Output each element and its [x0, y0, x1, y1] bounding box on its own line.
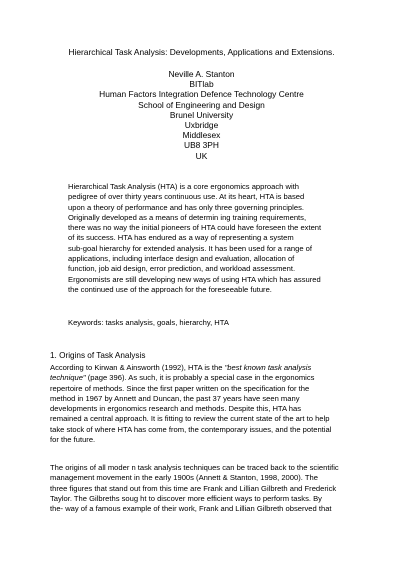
paragraph-line [50, 373, 365, 383]
affiliation-line: UB8 3PH [184, 140, 219, 151]
paragraph-line: repertoire of methods. Since the first paper written on the specification for the [50, 383, 310, 393]
author-affiliation-block [0, 69, 403, 161]
quoted-text: technique" [50, 373, 86, 383]
body-paragraph-1 [50, 363, 365, 445]
keywords [68, 318, 360, 328]
section-heading: 1. Origins of Task Analysis [50, 351, 146, 360]
abstract-line: pedigree of over thirty years continuous use. At its heart, HTA is based [68, 192, 305, 202]
paper-title: Hierarchical Task Analysis: Developments, Applications and Extensions. [68, 47, 335, 57]
affiliation-line: Human Factors Integration Defence Technology Centre [99, 89, 304, 100]
body-paragraph-2 [50, 463, 365, 514]
paragraph-line: method in 1967 by Annett and Duncan, the past 37 years have seen many [50, 393, 300, 403]
paragraph-line: The origins of all moder n task analysis techniques can be traced back to the scientific [50, 463, 339, 472]
abstract-line: the continued use of the approach for the foreseeable future. [68, 284, 272, 294]
paragraph-line: developments in ergonomics research and methods. Despite this, HTA has [50, 404, 302, 414]
affiliation-line: Uxbridge [184, 120, 219, 131]
paragraph-line: Taylor. The Gilbreths soug ht to discover more efficient ways to perform tasks. By [50, 493, 322, 503]
affiliation-line: Middlesex [182, 130, 221, 141]
keywords-line: Keywords: tasks analysis, goals, hierarchy, HTA [68, 318, 229, 327]
abstract [68, 182, 360, 295]
affiliation-line: Brunel University [169, 109, 234, 120]
author-name: Neville A. Stanton [168, 69, 235, 79]
paragraph-line: take stock of where HTA has come from, the contemporary issues, and the potential [50, 424, 332, 434]
paragraph-line [50, 363, 365, 373]
paragraph-line: remained a central approach. It is fitting to review the current state of the art to help [50, 414, 330, 424]
abstract-line: upon a theory of performance and has only three governing principles. [68, 202, 304, 212]
abstract-line: Originally developed as a means of determin ing training requirements, [68, 212, 307, 222]
quoted-text: "best known task analysis [224, 363, 312, 372]
abstract-line: Hierarchical Task Analysis (HTA) is a core ergonomics approach with [68, 182, 299, 191]
affiliation-line: BITlab [189, 79, 214, 90]
abstract-line: function, job aid design, error prediction, and workload assessment. [68, 264, 296, 274]
abstract-line: sub-goal hierarchy for extended analysis. It has been used for a range of [68, 243, 312, 253]
affiliation-line: UK [195, 150, 208, 161]
paragraph-line: three figures that stand out from this time are Frank and Lillian Gilbreth and Frederick [50, 483, 337, 493]
paragraph-text: (page 396). As such, it is probably a special case in the ergonomics [85, 373, 315, 383]
affiliation-line: School of Engineering and Design [138, 99, 265, 110]
paragraph-text: According to Kirwan & Ainsworth (1992), HTA is the [50, 363, 225, 372]
abstract-line: Ergonomists are still developing new ways of using HTA which has assured [68, 274, 321, 284]
paragraph-line: the- way of a famous example of their work, Frank and Lillian Gilbreth observed that [50, 504, 332, 514]
paragraph-line: management movement in the early 1900s (Annett & Stanton, 1998, 2000). The [50, 473, 318, 483]
abstract-line: of its success. HTA has endured as a way of representing a system [68, 233, 294, 243]
abstract-line: there was no way the initial pioneers of HTA could have foreseen the extent [68, 223, 322, 233]
abstract-line: applications, including interface design and evaluation, allocation of [68, 254, 295, 264]
paragraph-line: for the future. [50, 435, 96, 445]
